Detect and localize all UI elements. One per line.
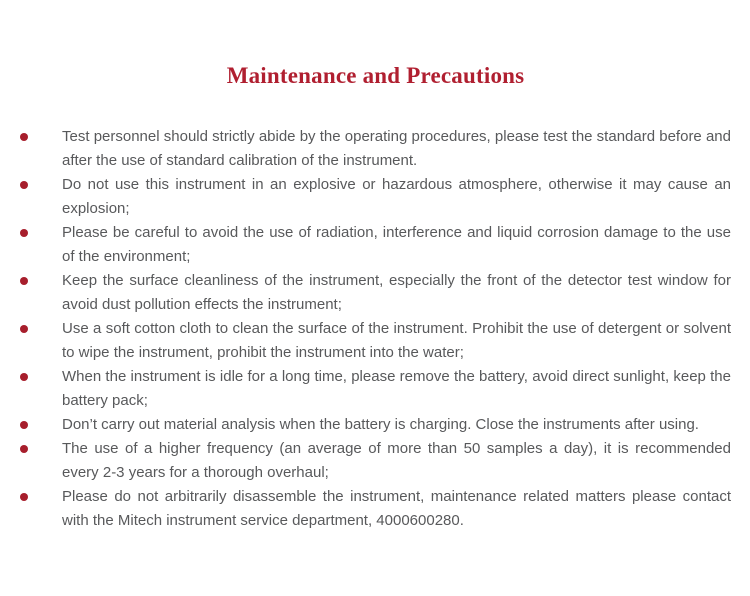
list-item-text: The use of a higher frequency (an average of more than 50 samples a day), it is recommended every 2-3 years for a thorough overhaul;	[62, 440, 731, 481]
bullet-icon	[20, 277, 28, 285]
precautions-list	[20, 125, 731, 533]
bullet-icon	[20, 229, 28, 237]
list-item-text: When the instrument is idle for a long time, please remove the battery, avoid direct sunlight, keep the battery pack;	[62, 368, 731, 409]
list-item-text: Keep the surface cleanliness of the instrument, especially the front of the detector test window for avoid dust pollution effects the instrument;	[62, 272, 731, 313]
list-item-text: Use a soft cotton cloth to clean the surface of the instrument. Prohibit the use of detergent or solvent to wipe the instrument, prohibit the instrument into the water;	[62, 320, 731, 361]
list-item	[20, 269, 731, 317]
list-item	[20, 413, 731, 437]
list-item	[20, 317, 731, 365]
list-item	[20, 485, 731, 533]
list-item	[20, 365, 731, 413]
list-item-text: Do not use this instrument in an explosive or hazardous atmosphere, otherwise it may cause an explosion;	[62, 176, 731, 217]
bullet-icon	[20, 493, 28, 501]
list-item	[20, 221, 731, 269]
bullet-icon	[20, 373, 28, 381]
list-item	[20, 173, 731, 221]
page-title: Maintenance and Precautions	[226, 63, 525, 88]
bullet-icon	[20, 181, 28, 189]
list-item-text: Don’t carry out material analysis when the battery is charging. Close the instruments after using.	[62, 416, 699, 433]
list-item	[20, 437, 731, 485]
bullet-icon	[20, 445, 28, 453]
bullet-icon	[20, 421, 28, 429]
list-item	[20, 125, 731, 173]
list-item-text: Please do not arbitrarily disassemble the instrument, maintenance related matters please contact with the Mitech instrument service department, 4000600280.	[62, 488, 731, 529]
bullet-icon	[20, 325, 28, 333]
list-item-text: Test personnel should strictly abide by the operating procedures, please test the standard before and after the use of standard calibration of the instrument.	[62, 128, 731, 169]
list-item-text: Please be careful to avoid the use of radiation, interference and liquid corrosion damage to the use of the environment;	[62, 224, 731, 265]
bullet-icon	[20, 133, 28, 141]
